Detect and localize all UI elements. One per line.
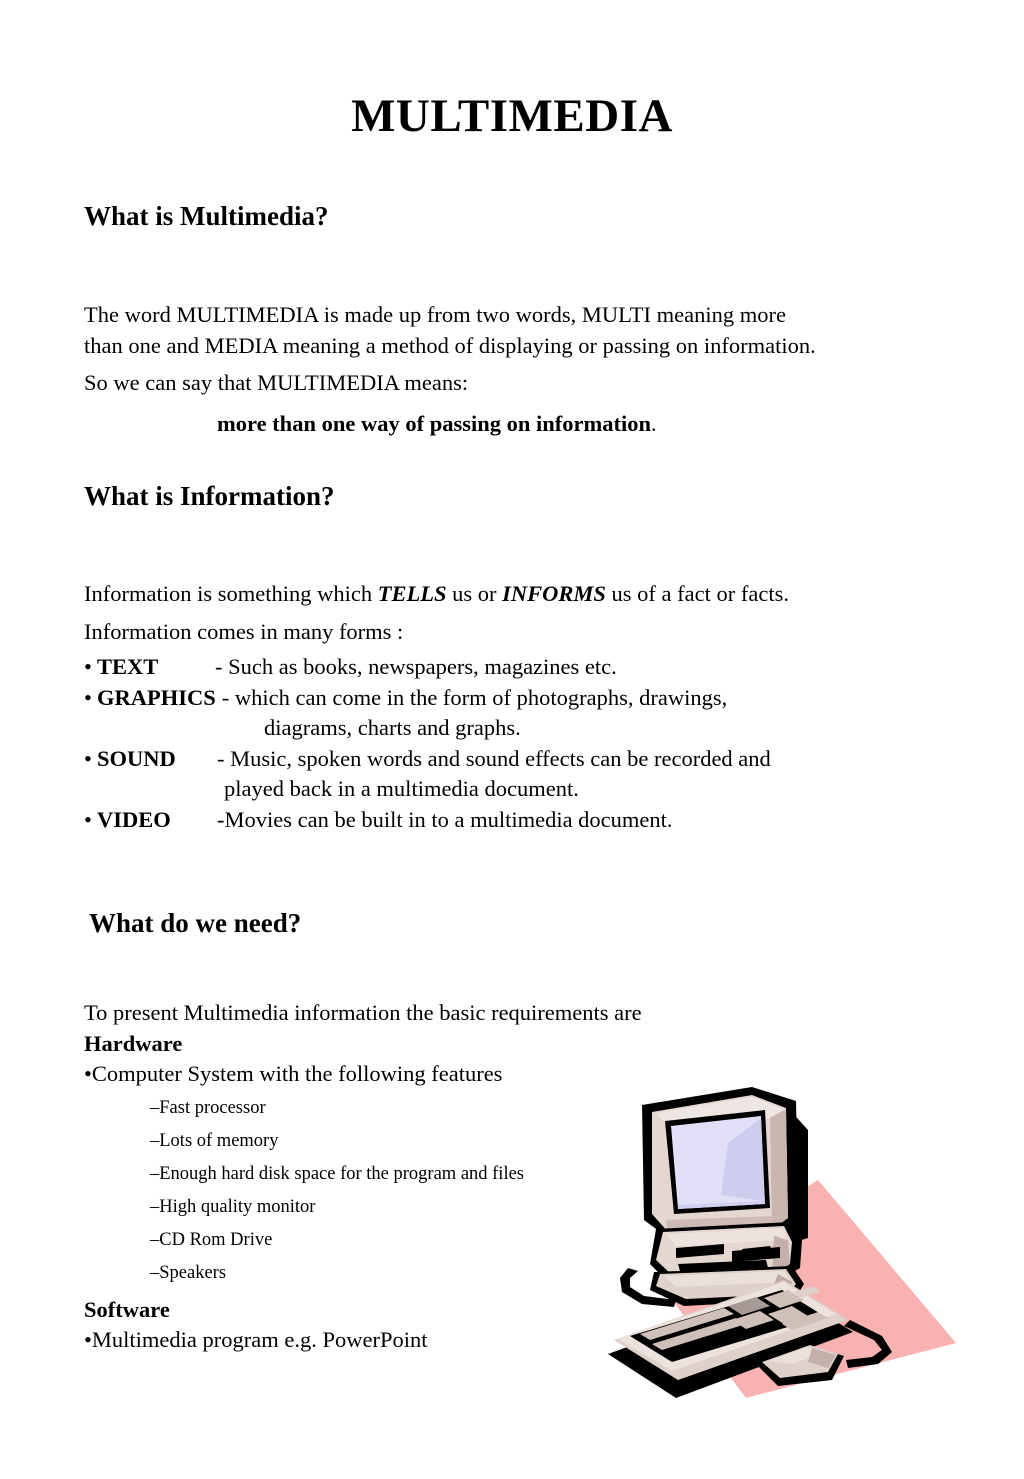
list-item-sound [84,744,771,805]
definition-emphasis [84,409,816,440]
media-desc-text: - Such as books, newspapers, magazines etc. [215,654,617,679]
bullet-marker: • [84,654,92,679]
media-term-video: VIDEO [97,806,171,832]
list-item-text [84,652,771,683]
bullet-marker: • [84,684,92,710]
hardware-label: Hardware [84,1030,183,1056]
emphasis-tells: TELLS [377,581,447,606]
information-line-1-part-a: Information is something which [84,581,378,606]
information-line-1-part-c: us of a fact or facts. [605,581,789,606]
desktop-computer-icon [556,1068,956,1398]
bullet-marker: • [84,745,92,771]
media-term-graphics: GRAPHICS [97,684,216,710]
media-desc-sound: - Music, spoken words and sound effects can be recorded and [217,745,771,771]
information-definition-block [84,579,789,647]
heading-what-do-we-need: What do we need? [89,908,302,938]
computer-clipart [556,1068,956,1398]
definition-emphasis-period: . [651,410,657,436]
definition-line-3: So we can say that MULTIMEDIA means: [84,370,469,395]
media-desc-graphics-continuation: diagrams, charts and graphs. [264,715,521,740]
heading-what-is-information: What is Information? [84,481,335,511]
software-bullet: •Multimedia program e.g. PowerPoint [84,1327,428,1352]
multimedia-definition-block [84,300,816,439]
list-item-fast-processor: –Fast processor [150,1097,266,1118]
hardware-bullet: •Computer System with the following features [84,1061,503,1086]
information-line-2: Information comes in many forms : [84,618,404,644]
definition-line-2: than one and MEDIA meaning a method of displaying or passing on information. [84,332,816,358]
bullet-marker: • [84,806,92,832]
media-desc-sound-continuation: played back in a multimedia document. [224,776,579,801]
list-item-video [84,805,771,836]
information-line-1-part-b: us or [446,581,503,606]
media-term-text: TEXT [97,654,159,679]
page-title: MULTIMEDIA [351,90,673,142]
list-item-lots-of-memory: –Lots of memory [150,1130,279,1151]
media-desc-video: -Movies can be built in to a multimedia document. [217,806,673,832]
list-item-cd-rom-drive: –CD Rom Drive [150,1229,273,1250]
monitor-bezel-right-shade [770,1109,788,1229]
media-desc-graphics: - which can come in the form of photographs, drawings, [221,684,728,710]
information-line-1 [84,579,789,610]
list-item-hard-disk-space: –Enough hard disk space for the program and files [150,1163,525,1184]
list-item-speakers: –Speakers [150,1262,227,1283]
requirements-intro: To present Multimedia information the basic requirements are [84,1000,642,1025]
media-types-list [84,652,771,835]
emphasis-informs: INFORMS [502,581,606,606]
software-label: Software [84,1296,170,1322]
heading-what-is-multimedia: What is Multimedia? [84,201,329,231]
media-term-sound: SOUND [97,745,176,771]
definition-emphasis-text: more than one way of passing on information [217,410,651,436]
definition-line-1: The word MULTIMEDIA is made up from two words, MULTI meaning more [84,302,786,327]
list-item-high-quality-monitor: –High quality monitor [150,1196,316,1217]
list-item-graphics [84,683,771,744]
